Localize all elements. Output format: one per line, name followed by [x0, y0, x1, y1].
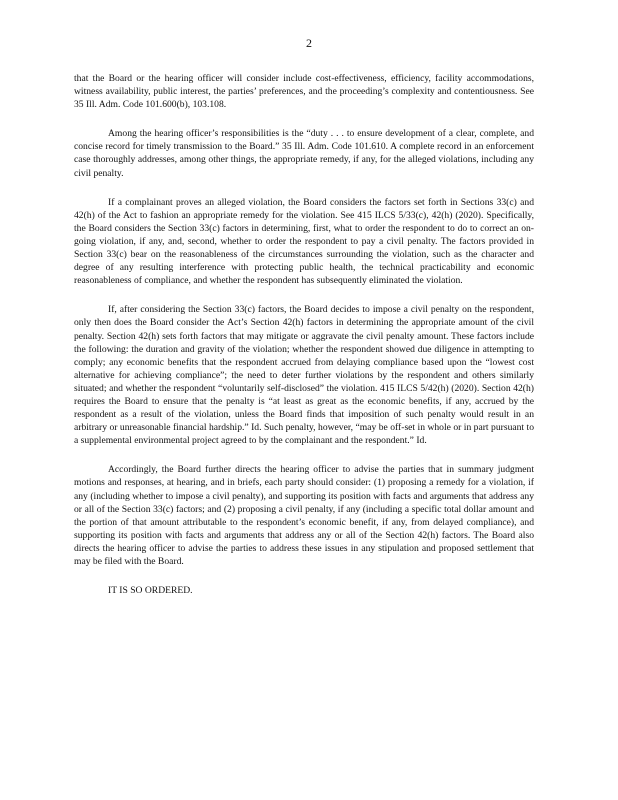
paragraph-section-42h-factors: If, after considering the Section 33(c) factors, the Board decides to impose a civil penalty on the respondent, only then does the Board consider the Act’s Section 42(h) factors in determining the appropriate amount of the civil penalty. Section 42(h) sets forth factors that may mitigate or aggravate the civil penalty amount. These factors include the following: the duration and gravity of the violation; whether the respondent showed due diligence in attempting to comply; any economic benefits that the respondent accrued from delaying compliance based upon the “lowest cost alternative for achieving compliance”; the need to deter further violations by the respondent and others similarly situated; and whether the respondent “voluntarily self-disclosed” the violation. 415 ILCS 5/42(h) (2020). Section 42(h) requires the Board to ensure that the penalty is “at least as great as the economic benefits, if any, accrued by the respondent as a result of the violation, unless the Board finds that imposition of such penalty would result in an arbitrary or unreasonable financial hardship.” Id. Such penalty, however, “may be off-set in whole or in part pursuant to a supplemental environmental project agreed to by the complainant and the respondent.” Id. [74, 304, 534, 447]
page-number: 2 [306, 36, 312, 50]
document-body [74, 72, 534, 597]
paragraph-continuation: that the Board or the hearing officer will consider include cost-effectiveness, efficiency, facility accommodations, witness availability, public interest, the parties’ preferences, and the proceeding’s complexity and contentiousness. See 35 Ill. Adm. Code 101.600(b), 103.108. [74, 73, 534, 111]
paragraph-board-directions: Accordingly, the Board further directs the hearing officer to advise the parties that in summary judgment motions and responses, at hearing, and in briefs, each party should consider: (1) proposing a remedy for a violation, if any (including whether to impose a civil penalty), and supporting its position with facts and arguments that address any or all of the Section 33(c) factors; and (2) proposing a civil penalty, if any (including a specific total dollar amount and the portion of that amount attributable to the respondent’s economic benefit, if any, from delayed compliance), and supporting its position with facts and arguments that address any or all of the Section 42(h) factors. The Board also directs the hearing officer to advise the parties to address these issues in any stipulation and proposed settlement that may be filed with the Board. [74, 464, 534, 567]
paragraph-hearing-officer-responsibilities: Among the hearing officer’s responsibilities is the “duty . . . to ensure development of a clear, complete, and concise record for timely transmission to the Board.” 35 Ill. Adm. Code 101.610. A complete record in an enforcement case thoroughly addresses, among other things, the appropriate remedy, if any, for the alleged violations, including any civil penalty. [74, 128, 534, 179]
paragraph-section-33c-factors: If a complainant proves an alleged violation, the Board considers the factors set forth in Sections 33(c) and 42(h) of the Act to fashion an appropriate remedy for the violation. See 415 ILCS 5/33(c), 42(h) (2020). Specifically, the Board considers the Section 33(c) factors in determining, first, what to order the respondent to do to correct an on-going violation, if any, and, second, whether to order the respondent to pay a civil penalty. The factors provided in Section 33(c) bear on the reasonableness of the circumstances surrounding the violation, such as the character and degree of any resulting interference with protecting public health, the technical practicability and economic reasonableness of compliance, and whether the respondent has subsequently eliminated the violation. [74, 196, 534, 287]
closing-order: IT IS SO ORDERED. [108, 585, 193, 597]
